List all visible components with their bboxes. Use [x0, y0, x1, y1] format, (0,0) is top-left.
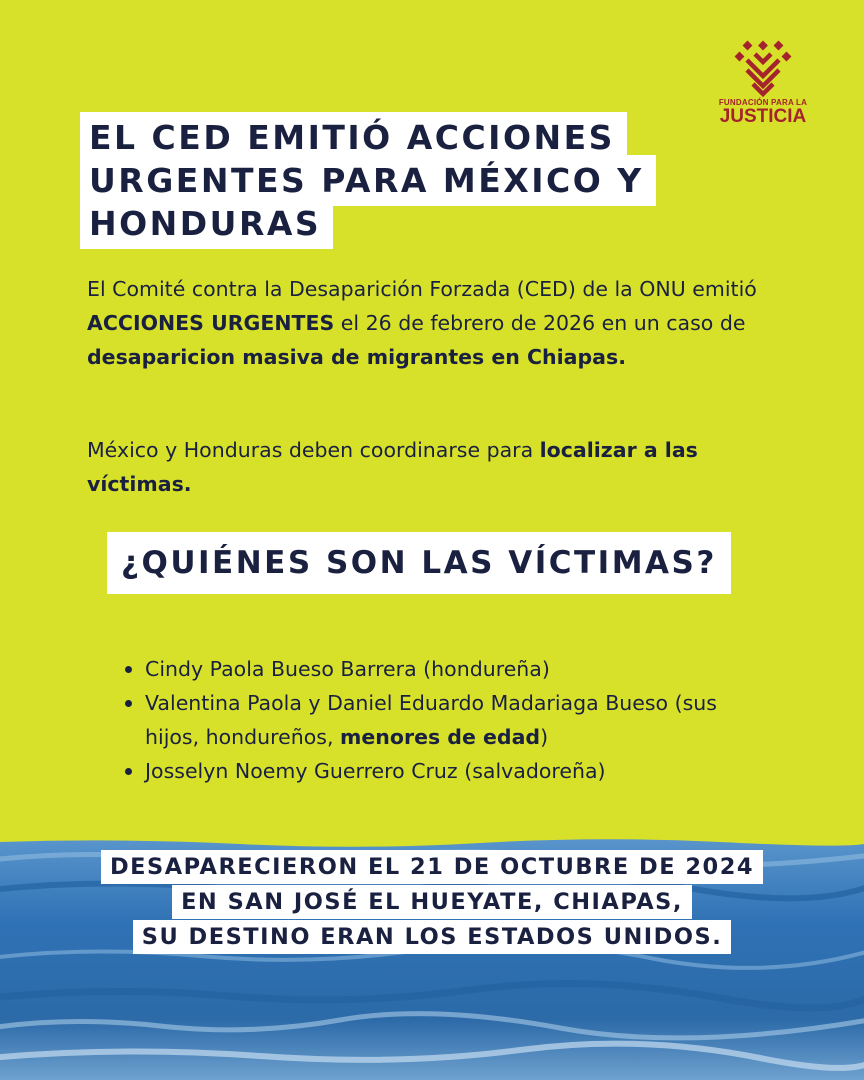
- banner-line-2: EN SAN JOSÉ EL HUEYATE, CHIAPAS,: [172, 885, 692, 919]
- page-title-text: EL CED EMITIÓ ACCIONES URGENTES PARA MÉXICO Y HONDURAS: [80, 112, 656, 249]
- coordination-paragraph: [87, 433, 787, 501]
- geometric-knot-logo-icon: [733, 40, 793, 98]
- disappearance-banner: [0, 850, 864, 955]
- intro-bold-1: ACCIONES URGENTES: [87, 311, 335, 335]
- coordination-bold: localizar a las víctimas.: [87, 438, 698, 496]
- victims-list: [122, 652, 762, 788]
- intro-bold-2: desaparicion masiva de migrantes en Chiapas.: [87, 345, 626, 369]
- intro-text-1: El Comité contra la Desaparición Forzada (CED) de la ONU emitió: [87, 277, 757, 301]
- intro-text-2: el 26 de febrero de 2026 en un caso de: [334, 311, 746, 335]
- victims-heading: ¿QUIÉNES SON LAS VÍCTIMAS?: [107, 532, 731, 594]
- banner-line-1: DESAPARECIERON EL 21 DE OCTUBRE DE 2024: [101, 850, 763, 884]
- victim-1: Cindy Paola Bueso Barrera (hondureña): [145, 657, 550, 681]
- banner-line-3: SU DESTINO ERAN LOS ESTADOS UNIDOS.: [133, 920, 732, 954]
- coordination-text: México y Honduras deben coordinarse para: [87, 438, 540, 462]
- victim-3: Josselyn Noemy Guerrero Cruz (salvadoreña): [145, 759, 606, 783]
- victim-2-bold: menores de edad: [340, 725, 541, 749]
- victim-2: Valentina Paola y Daniel Eduardo Madariaga Bueso (sus hijos, hondureños,: [145, 691, 717, 749]
- logo-title: JUSTICIA: [719, 106, 807, 127]
- list-item: [122, 686, 762, 754]
- fundacion-logo: [716, 40, 810, 132]
- logo-subtitle: FUNDACIÓN PARA LA: [718, 98, 808, 107]
- list-item: [122, 754, 762, 788]
- page-title: [80, 116, 680, 245]
- list-item: [122, 652, 762, 686]
- victim-2-end: ): [540, 725, 549, 749]
- intro-paragraph: [87, 272, 787, 374]
